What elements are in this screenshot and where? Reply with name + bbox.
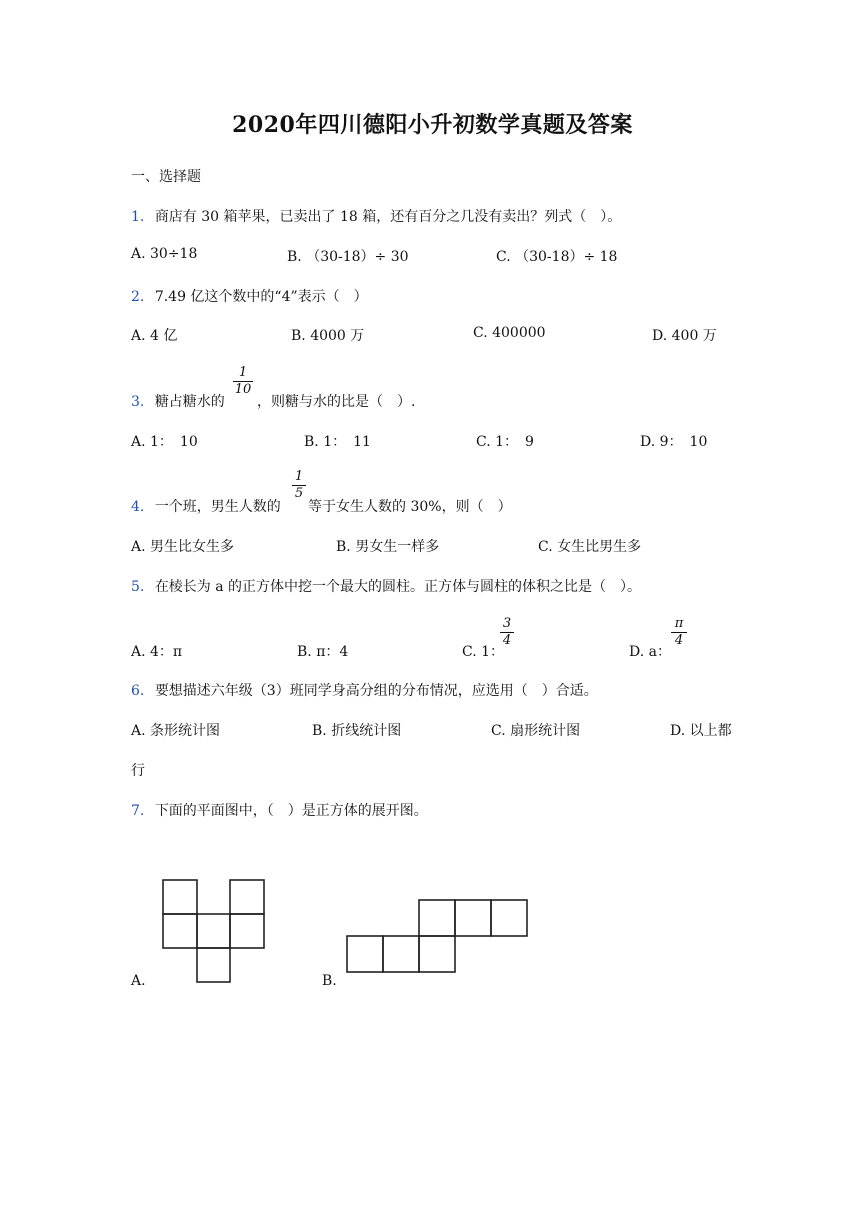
option-c: C. 女生比男生多 bbox=[538, 539, 642, 555]
fraction-numerator: 1 bbox=[238, 365, 248, 380]
question-7 bbox=[131, 800, 428, 820]
net-square bbox=[163, 914, 197, 948]
net-square bbox=[419, 900, 455, 936]
net-square bbox=[197, 914, 230, 948]
net-square bbox=[197, 948, 230, 982]
question-4 bbox=[131, 496, 281, 516]
fraction-denominator: 5 bbox=[294, 486, 304, 501]
option-c: C. 400000 bbox=[473, 325, 546, 341]
option-b: B. 1： 11 bbox=[304, 434, 371, 450]
fraction bbox=[500, 617, 514, 648]
option-a: A. 条形统计图 bbox=[131, 723, 221, 739]
fraction-numerator: 1 bbox=[294, 469, 304, 484]
option-d: D. a： bbox=[629, 644, 671, 660]
fraction-denominator: 10 bbox=[234, 382, 252, 397]
fraction bbox=[671, 617, 687, 648]
question-text-pre: 糖占糖水的 bbox=[154, 394, 225, 410]
question-text-post: ，则糖与水的比是（ ）. bbox=[257, 394, 416, 410]
option-a: A. 30÷18 bbox=[131, 246, 198, 262]
question-number: 3. bbox=[131, 394, 145, 410]
option-a: A. 1： 10 bbox=[131, 434, 198, 450]
net-square bbox=[230, 880, 264, 914]
option-b: B. 4000 万 bbox=[291, 328, 365, 344]
question-text-post: 等于女生人数的 30%，则（ ） bbox=[308, 499, 512, 515]
option-b: B. bbox=[322, 973, 337, 989]
option-a: A. 男生比女生多 bbox=[131, 539, 235, 555]
question-text: 下面的平面图中，（ ）是正方体的展开图。 bbox=[154, 803, 428, 819]
net-square bbox=[419, 936, 455, 972]
option-c: C. 1： 9 bbox=[476, 434, 534, 450]
fraction-denominator: 4 bbox=[674, 633, 684, 648]
option-a: A. bbox=[131, 973, 146, 989]
net-square bbox=[163, 880, 197, 914]
question-6 bbox=[131, 680, 598, 700]
question-number: 6. bbox=[131, 683, 145, 699]
cube-net-a bbox=[150, 870, 280, 990]
question-5 bbox=[131, 576, 641, 596]
fraction-numerator: π bbox=[674, 616, 684, 631]
net-square bbox=[347, 936, 383, 972]
option-b: B. 折线统计图 bbox=[312, 723, 402, 739]
option-b: B. π：4 bbox=[297, 644, 349, 660]
option-a: A. 4 亿 bbox=[131, 328, 178, 344]
question-text: 7.49 亿这个数中的“4”表示（ ） bbox=[154, 289, 368, 305]
option-b: B. （30-18）÷ 30 bbox=[287, 249, 409, 265]
question-3 bbox=[131, 391, 225, 411]
option-d: D. 以上都 bbox=[670, 723, 732, 739]
question-text: 要想描述六年级（3）班同学身高分组的分布情况，应选用（ ）合适。 bbox=[154, 683, 598, 699]
net-square bbox=[491, 900, 527, 936]
question-number: 7. bbox=[131, 803, 145, 819]
fraction-numerator: 3 bbox=[502, 616, 512, 631]
option-d-continued: 行 bbox=[131, 763, 145, 779]
question-number: 1. bbox=[131, 209, 145, 225]
question-number: 4. bbox=[131, 499, 145, 515]
question-text: 在棱长为 a 的正方体中挖一个最大的圆柱。正方体与圆柱的体积之比是（ ）。 bbox=[154, 579, 642, 595]
question-2 bbox=[131, 286, 368, 306]
question-text: 商店有 30 箱苹果，已卖出了 18 箱，还有百分之几没有卖出？列式（ ）。 bbox=[154, 209, 622, 225]
cube-net-b bbox=[340, 892, 535, 980]
question-text-pre: 一个班，男生人数的 bbox=[154, 499, 281, 515]
section-heading: 一、选择题 bbox=[131, 169, 201, 185]
option-a: A. 4：π bbox=[131, 644, 183, 660]
option-d: D. 9： 10 bbox=[640, 434, 708, 450]
fraction-denominator: 4 bbox=[502, 633, 512, 648]
option-c: C. 1： bbox=[462, 644, 505, 660]
option-d: D. 400 万 bbox=[652, 328, 717, 344]
question-number: 5. bbox=[131, 579, 145, 595]
question-number: 2. bbox=[131, 289, 145, 305]
page-title: 2020年四川德阳小升初数学真题及答案 bbox=[232, 112, 633, 138]
option-c: C. 扇形统计图 bbox=[491, 723, 581, 739]
question-1 bbox=[131, 206, 621, 226]
fraction bbox=[292, 470, 306, 501]
net-square bbox=[383, 936, 419, 972]
net-square bbox=[455, 900, 491, 936]
fraction bbox=[233, 366, 253, 397]
option-b: B. 男女生一样多 bbox=[336, 539, 440, 555]
option-c: C. （30-18）÷ 18 bbox=[496, 249, 618, 265]
net-square bbox=[230, 914, 264, 948]
